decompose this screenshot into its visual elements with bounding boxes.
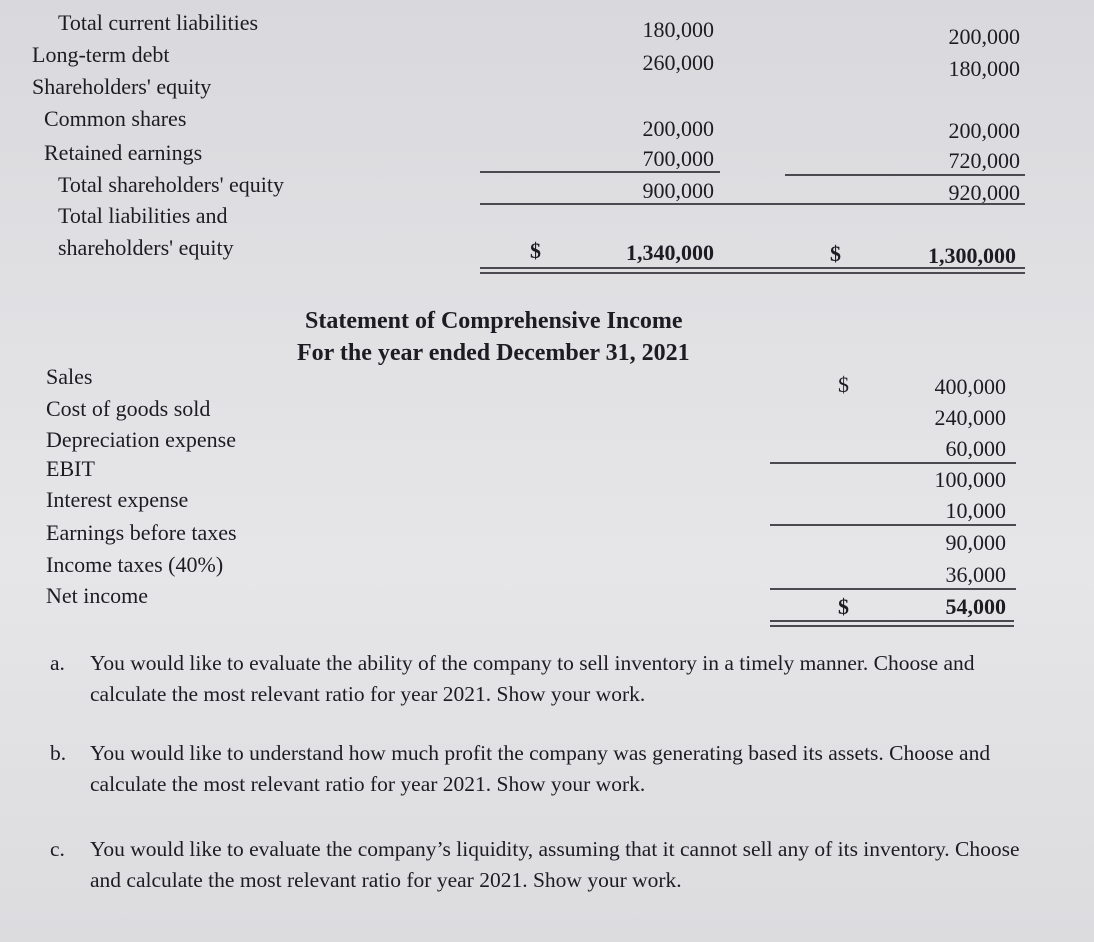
income-statement-subtitle: For the year ended December 31, 2021: [297, 340, 690, 366]
is-ebt-rule: [770, 524, 1016, 526]
bs-label-common-shares: Common shares: [44, 106, 187, 131]
bs-col2-common-shares: 200,000: [948, 118, 1020, 143]
is-ebit-rule: [770, 462, 1016, 464]
is-value-interest: 10,000: [945, 498, 1006, 523]
bs-col2-long-term-debt: 180,000: [948, 56, 1020, 81]
is-value-ebt: 90,000: [945, 530, 1006, 555]
is-label-cogs: Cost of goods sold: [46, 396, 211, 421]
question-b-letter: b.: [50, 741, 67, 765]
bs-col1-long-term-debt: 260,000: [642, 50, 714, 75]
bs-col1-common-shares: 200,000: [642, 116, 714, 141]
question-b: [50, 738, 1050, 808]
bs-col2-currency: $: [830, 241, 841, 266]
is-label-ebt: Earnings before taxes: [46, 520, 237, 545]
is-value-net-income: 54,000: [945, 594, 1006, 619]
question-a: [50, 648, 1050, 718]
is-value-income-taxes: 36,000: [945, 562, 1006, 587]
is-value-sales: 400,000: [934, 374, 1006, 399]
is-value-ebit: 100,000: [934, 467, 1006, 492]
question-c-letter: c.: [50, 837, 65, 861]
question-c-text: You would like to evaluate the company’s liquidity, assuming that it cannot sell any of its inventory. Choose and calculate the most relevant ratio for year 2021. Show your work.: [90, 837, 1020, 892]
bs-col1-total-current-liabilities: 180,000: [642, 17, 714, 42]
bs-label-total-current-liabilities: Total current liabilities: [58, 10, 259, 35]
bs-total-rule: [480, 203, 1025, 205]
bs-label-shareholders-equity: Shareholders' equity: [32, 74, 212, 99]
bs-col1-subtotal-rule: [480, 171, 720, 173]
question-b-text: You would like to understand how much profit the company was generating based its assets. Choose and calculate the most relevant ratio for year 2021. Show your work.: [90, 741, 991, 796]
is-net-income-rule: [770, 588, 1016, 590]
question-c: [50, 834, 1050, 904]
is-label-sales: Sales: [46, 364, 93, 389]
bs-label-long-term-debt: Long-term debt: [32, 42, 170, 67]
bs-label-total-liabilities-and: Total liabilities and: [58, 203, 228, 228]
income-statement-title: Statement of Comprehensive Income: [305, 308, 683, 334]
bs-label-shareholders-equity-2: shareholders' equity: [58, 235, 234, 260]
bs-col1-retained-earnings: 700,000: [642, 146, 714, 171]
bs-col2-total-shareholders-equity: 920,000: [948, 180, 1020, 205]
is-value-depreciation: 60,000: [945, 436, 1006, 461]
bs-col1-currency: $: [530, 238, 541, 263]
bs-col2-subtotal-rule: [785, 174, 1025, 176]
bs-col1-total-liabilities-equity: 1,340,000: [626, 240, 714, 265]
bs-grand-total-double-rule: [480, 267, 1025, 274]
is-label-income-taxes: Income taxes (40%): [46, 552, 224, 577]
is-net-income-double-rule: [770, 620, 1014, 627]
bs-col2-total-liabilities-equity: 1,300,000: [928, 243, 1016, 268]
is-label-net-income: Net income: [46, 583, 149, 608]
is-net-income-currency: $: [838, 594, 849, 619]
bs-col2-retained-earnings: 720,000: [948, 148, 1020, 173]
is-label-interest: Interest expense: [46, 487, 189, 512]
bs-label-retained-earnings: Retained earnings: [44, 140, 203, 165]
is-label-ebit: EBIT: [46, 456, 95, 481]
is-label-depreciation: Depreciation expense: [46, 427, 236, 452]
bs-col1-total-shareholders-equity: 900,000: [642, 178, 714, 203]
bs-col2-total-current-liabilities: 200,000: [948, 24, 1020, 49]
is-sales-currency: $: [838, 372, 849, 397]
question-a-letter: a.: [50, 651, 65, 675]
question-a-text: You would like to evaluate the ability of the company to sell inventory in a timely manner. Choose and calculate the most relevant ratio for year 2021. Show your work.: [90, 651, 975, 706]
is-value-cogs: 240,000: [934, 405, 1006, 430]
bs-label-total-shareholders-equity: Total shareholders' equity: [58, 172, 285, 197]
